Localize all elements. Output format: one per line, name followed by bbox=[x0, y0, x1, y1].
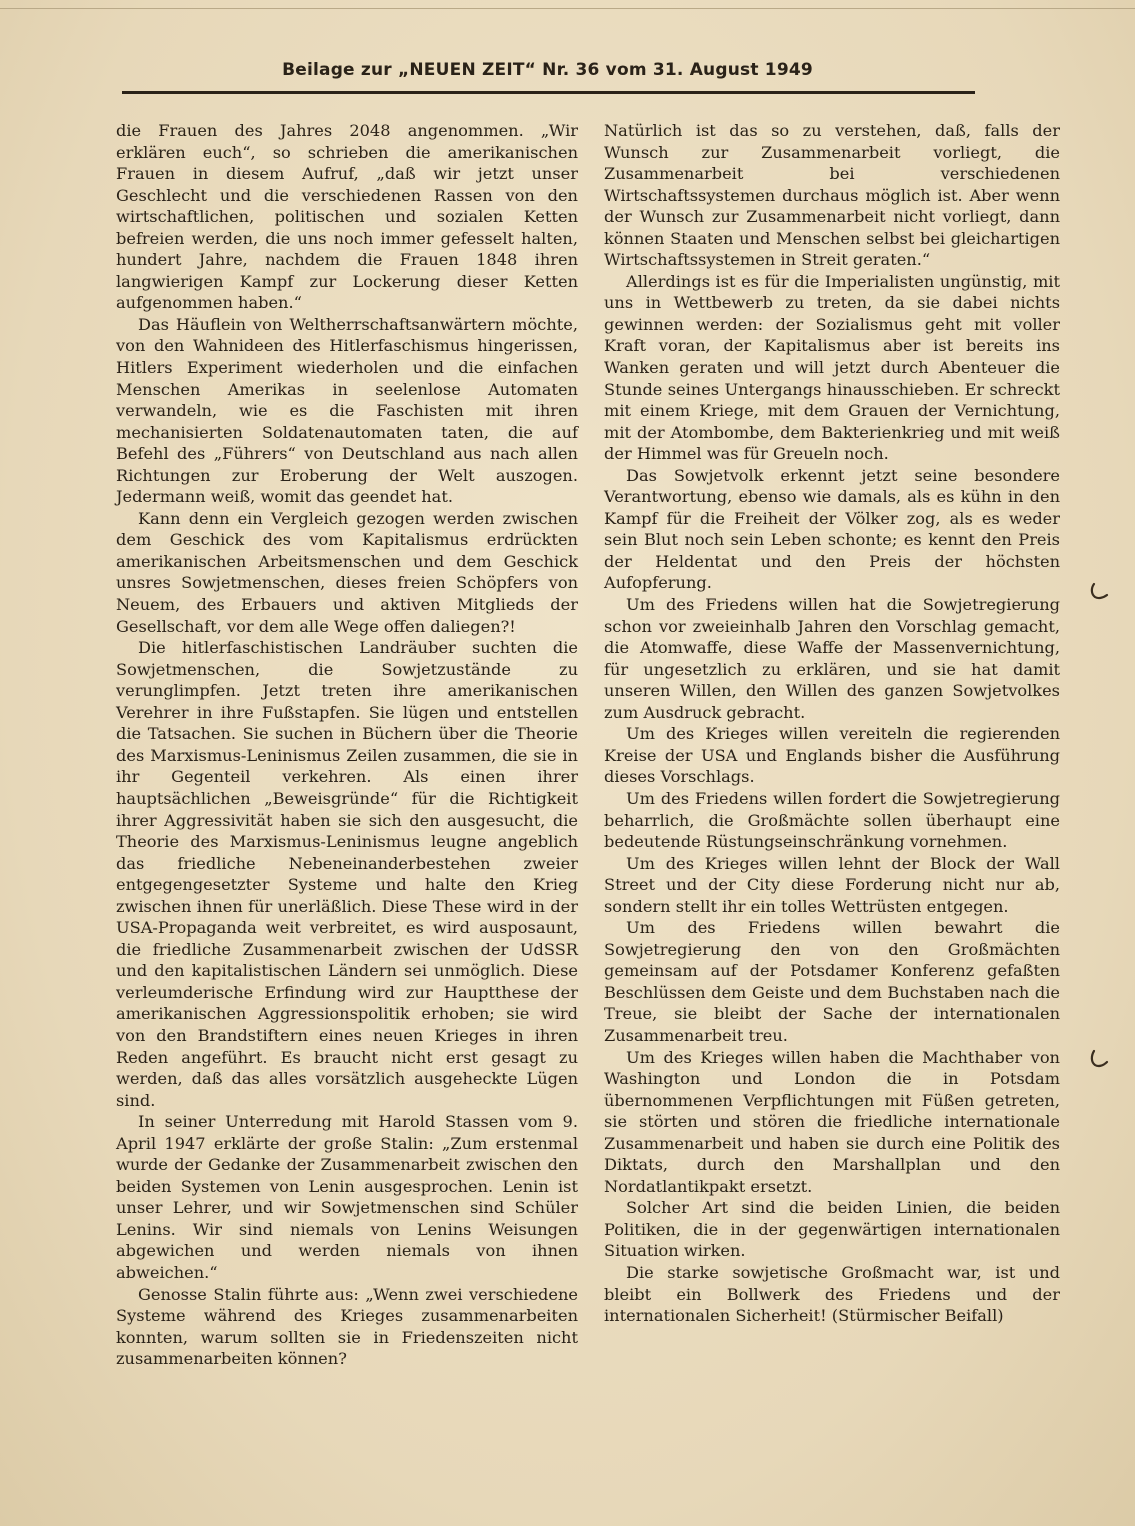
paragraph: Das Häuflein von Weltherrschaftsanwärtern möchte, von den Wahnideen des Hitlerfaschismus hingerissen, Hitlers Experiment wiederholen und die einfachen Menschen Amerikas in seelenlose Automaten verwandeln, wie es die Faschisten mit ihren mechanisierten Soldatenautomaten taten, die auf Befehl des „Führers“ von Deutschland aus nach allen Richtungen zur Eroberung der Welt auszogen. Jedermann weiß, womit das geendet hat. bbox=[116, 314, 578, 507]
paragraph: Um des Krieges willen vereiteln die regierenden Kreise der USA und Englands bisher die Ausführung dieses Vorschlags. bbox=[604, 724, 1060, 787]
binding-hole-mark-icon bbox=[1088, 580, 1110, 602]
header-rule bbox=[122, 91, 975, 94]
right-column bbox=[604, 120, 1060, 1327]
paragraph: Die hitlerfaschistischen Landräuber suchten die Sowjetmenschen, die Sowjetzustände zu verunglimpfen. Jetzt treten ihre amerikanischen Verehrer in ihre Fußstapfen. Sie lügen und entstellen die Tatsachen. Sie suchen in Büchern über die Theorie des Marxismus-Leninismus Zeilen zusammen, die sie in ihr Gegenteil verkehren. Als einen ihrer hauptsächlichen „Beweisgründe“ für die Richtigkeit ihrer Aggressivität haben sie sich den ausgesucht, die Theorie des Marxismus-Leninismus leugne angeblich das friedliche Nebeneinanderbestehen zweier entgegengesetzter Systeme und halte den Krieg zwischen ihnen für unerläßlich. Diese These wird in der USA-Propaganda weit verbreitet, es wird ausposaunt, die friedliche Zusammenarbeit zwischen der UdSSR und den kapitalistischen Ländern sei unmöglich. Diese verleumderische Erfindung wird zur Hauptthese der amerikanischen Aggressionspolitik erhoben; sie wird von den Brandstiftern eines neuen Krieges in ihren Reden angeführt. Es braucht nicht erst gesagt zu werden, daß das alles vorsätzlich ausgeheckte Lügen sind. bbox=[116, 638, 578, 1110]
paragraph: Kann denn ein Vergleich gezogen werden zwischen dem Geschick des vom Kapitalismus erdrückten amerikanischen Arbeitsmenschen und dem Geschick unsres Sowjetmenschen, dieses freien Schöpfers von Neuem, des Erbauers und aktiven Mitglieds der Gesellschaft, vor dem alle Wege offen daliegen?! bbox=[116, 508, 578, 636]
paragraph: Das Sowjetvolk erkennt jetzt seine besondere Verantwortung, ebenso wie damals, als es kühn in den Kampf für die Freiheit der Völker zog, als es weder sein Blut noch sein Leben schonte; es kennt den Preis der Heldentat und den Preis der höchsten Aufopferung. bbox=[604, 465, 1060, 593]
paragraph: Um des Friedens willen bewahrt die Sowjetregierung den von den Großmächten gemeinsam auf der Potsdamer Konferenz gefaßten Beschlüssen dem Geiste und dem Buchstaben nach die Treue, sie bleibt der Sache der internationalen Zusammenarbeit treu. bbox=[604, 918, 1060, 1045]
page-header: Beilage zur „NEUEN ZEIT“ Nr. 36 vom 31. August 1949 bbox=[282, 60, 813, 80]
paragraph: Genosse Stalin führte aus: „Wenn zwei verschiedene Systeme während des Krieges zusammenarbeiten konnten, warum sollten sie in Friedenszeiten nicht zusammenarbeiten können? bbox=[116, 1284, 578, 1369]
paragraph: Um des Friedens willen hat die Sowjetregierung schon vor zweieinhalb Jahren den Vorschlag gemacht, die Atomwaffe, diese Waffe der Massenvernichtung, für ungesetzlich zu erklären, und sie hat damit unseren Willen, den Willen des ganzen Sowjetvolkes zum Ausdruck gebracht. bbox=[604, 595, 1060, 722]
paragraph: Um des Friedens willen fordert die Sowjetregierung beharrlich, die Großmächte sollen überhaupt eine bedeutende Rüstungseinschränkung vornehmen. bbox=[604, 788, 1060, 852]
top-edge-rule bbox=[0, 8, 1135, 9]
paragraph: Um des Krieges willen lehnt der Block der Wall Street und der City diese Forderung nicht nur ab, sondern stellt ihr ein tolles Wettrüsten entgegen. bbox=[604, 853, 1060, 916]
column-divider bbox=[591, 120, 592, 1400]
paragraph: In seiner Unterredung mit Harold Stassen vom 9. April 1947 erklärte der große Stalin: „Zum erstenmal wurde der Gedanke der Zusammenarbeit zwischen den beiden Systemen von Lenin ausgesprochen. Lenin ist unser Lehrer, und wir Sowjetmenschen sind Schüler Lenins. Wir sind niemals von Lenins Weisungen abgewichen und werden niemals von ihnen abweichen.“ bbox=[116, 1112, 578, 1282]
paragraph: Allerdings ist es für die Imperialisten ungünstig, mit uns in Wettbewerb zu treten, da sie dabei nichts gewinnen werden: der Sozialismus geht mit voller Kraft voran, der Kapitalismus aber ist bereits ins Wanken geraten und will jetzt durch Abenteuer die Stunde seines Untergangs hinausschieben. Er schreckt mit einem Kriege, mit dem Grauen der Vernichtung, mit der Atombombe, dem Bakterienkrieg und mit weiß der Himmel was für Greueln noch. bbox=[604, 271, 1060, 464]
left-column bbox=[116, 120, 578, 1370]
paragraph: Um des Krieges willen haben die Machthaber von Washington und London die in Potsdam übernommenen Verpflichtungen mit Füßen getreten, sie störten und stören die friedliche internationale Zusammenarbeit und haben sie durch eine Politik des Diktats, durch den Marshallplan und den Nordatlantikpakt ersetzt. bbox=[604, 1047, 1060, 1196]
binding-hole-mark-icon bbox=[1088, 1048, 1110, 1070]
paragraph: die Frauen des Jahres 2048 angenommen. „Wir erklären euch“, so schrieben die amerikanischen Frauen in diesem Aufruf, „daß wir jetzt unser Geschlecht und die verschiedenen Rassen von den wirtschaftlichen, politischen und sozialen Ketten befreien werden, die uns noch immer gefesselt halten, hundert Jahre, nachdem die Frauen 1848 ihren langwierigen Kampf zur Lockerung dieser Ketten aufgenommen haben.“ bbox=[116, 121, 578, 313]
paragraph: Die starke sowjetische Großmacht war, ist und bleibt ein Bollwerk des Friedens und der internationalen Sicherheit! (Stürmischer Beifall) bbox=[604, 1262, 1060, 1326]
paragraph: Natürlich ist das so zu verstehen, daß, falls der Wunsch zur Zusammenarbeit vorliegt, die Zusammenarbeit bei verschiedenen Wirtschaftssystemen durchaus möglich ist. Aber wenn der Wunsch zur Zusammenarbeit nicht vorliegt, dann können Staaten und Menschen selbst bei gleichartigen Wirtschaftssystemen in Streit geraten.“ bbox=[604, 121, 1060, 270]
paragraph: Solcher Art sind die beiden Linien, die beiden Politiken, die in der gegenwärtigen internationalen Situation wirken. bbox=[604, 1198, 1060, 1261]
